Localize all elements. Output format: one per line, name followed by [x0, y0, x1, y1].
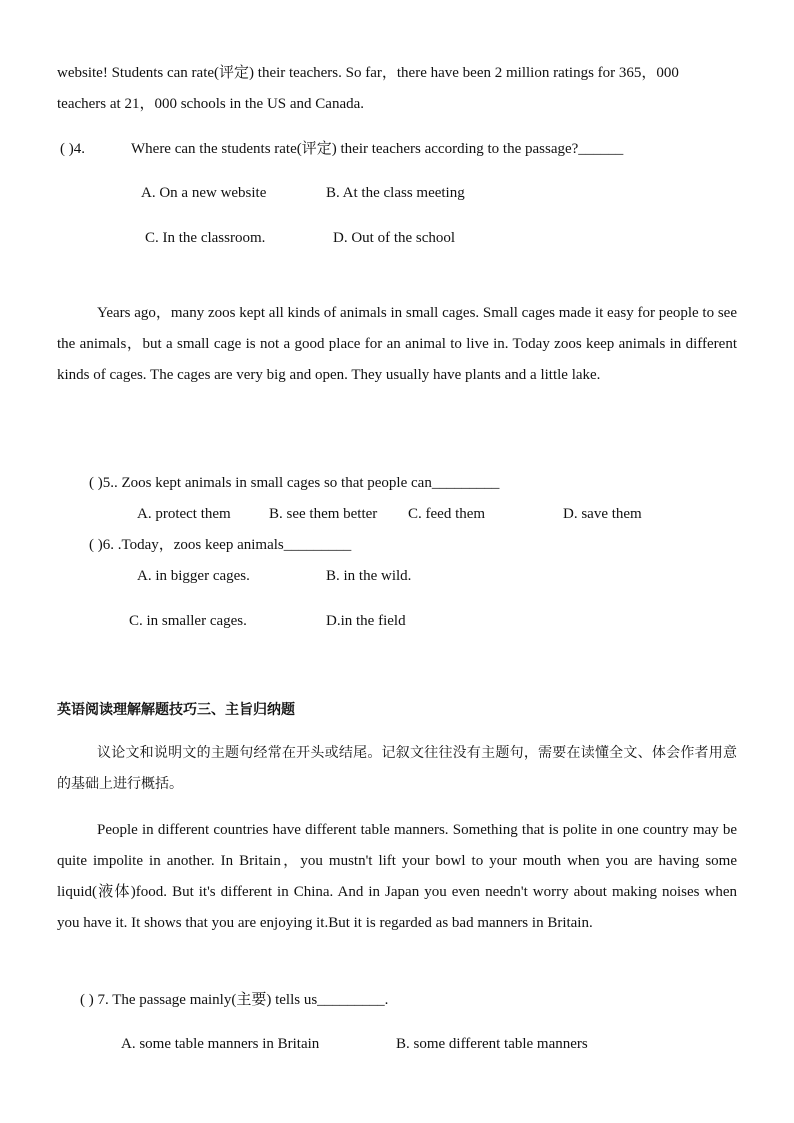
- q4-option-b: B. At the class meeting: [326, 185, 465, 201]
- q7-option-a: A. some table manners in Britain: [121, 1036, 320, 1052]
- q7-stem: ( ) 7. The passage mainly(主要) tells us_________.: [80, 992, 389, 1008]
- q7-option-b: B. some different table manners: [396, 1036, 588, 1052]
- q6-option-a: A. in bigger cages.: [137, 568, 250, 584]
- q5-option-b: B. see them better: [269, 506, 378, 522]
- q5-option-a: A. protect them: [137, 506, 231, 522]
- q5-stem: ( )5.. Zoos kept animals in small cages so that people can_________: [89, 475, 500, 491]
- passage1-line2: teachers at 21，000 schools in the US and Canada.: [57, 96, 365, 112]
- q4-bracket: ( )4.: [60, 141, 85, 157]
- q4-option-a: A. On a new website: [141, 185, 267, 201]
- passage1-line1: website! Students can rate(评定) their teachers. So far，there have been 2 million ratings for 365，000: [57, 65, 679, 81]
- q4-option-d: D. Out of the school: [333, 230, 456, 246]
- section-heading: 英语阅读理解解题技巧三、主旨归纳题: [57, 702, 295, 718]
- q6-option-d: D.in the field: [326, 613, 406, 629]
- q4-stem: Where can the students rate(评定) their teachers according to the passage?______: [131, 141, 624, 157]
- q6-option-b: B. in the wild.: [326, 568, 412, 584]
- q5-option-c: C. feed them: [408, 506, 486, 522]
- passage2-paragraph: Years ago，many zoos kept all kinds of animals in small cages. Small cages made it easy for people to see the animals，but a small cage is not a good place for an animal to live in. Today zoos keep animals in different kinds of cages. The cages are very big and open. They usually have plants and a little lake.: [57, 305, 737, 383]
- q6-stem: ( )6. .Today，zoos keep animals_________: [89, 537, 352, 553]
- q5-option-d: D. save them: [563, 506, 642, 522]
- q4-option-c: C. In the classroom.: [145, 230, 266, 246]
- q6-option-c: C. in smaller cages.: [129, 613, 247, 629]
- passage3-paragraph: People in different countries have different table manners. Something that is polite in one country may be quite impolite in another. In Britain，you mustn't lift your bowl to your mouth when you are having some liquid(液体)food. But it's different in China. And in Japan you even needn't worry about making noises when you have it. It shows that you are enjoying it.But it is regarded as bad manners in Britain.: [57, 822, 737, 931]
- section-intro: 议论文和说明文的主题句经常在开头或结尾。记叙文往往没有主题句，需要在读懂全文、体会作者用意的基础上进行概括。: [57, 745, 737, 792]
